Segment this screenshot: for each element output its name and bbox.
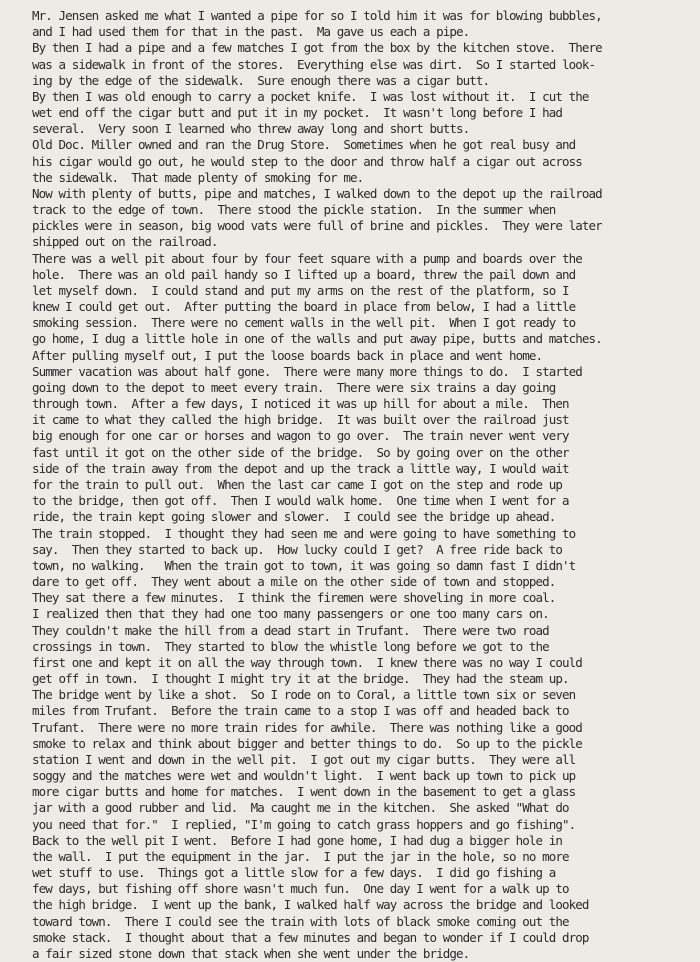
text-line: a fair sized stone down that stack when she went under the bridge. [32,945,470,961]
text-line: hole. There was an old pail handy so I lifted up a board, threw the pail down and [32,266,576,282]
text-line: to the bridge, then got off. Then I would walk home. One time when I went for a [32,493,569,509]
text-line: smoke to relax and think about bigger and better things to do. So up to the pickle [32,735,582,751]
text-line: knew I could get out. After putting the board in place from below, I had a little [32,299,576,315]
story-text-block [32,8,698,962]
text-line: few days, but fishing off shore wasn't much fun. One day I went for a walk up to [32,881,569,897]
text-line: and I had used them for that in the past. Ma gave us each a pipe. [32,24,470,40]
text-line: it came to what they called the high bridge. It was built over the railroad just [32,412,569,428]
text-line: let myself down. I could stand and put my arms on the rest of the platform, so I [32,282,569,298]
text-line: his cigar would go out, he would step to the door and throw half a cigar out across [32,153,582,169]
text-line: They sat there a few minutes. I think the firemen were shoveling in more coal. [32,590,556,606]
text-line: The bridge went by like a shot. So I rode on to Coral, a little town six or seven [32,687,576,703]
text-line: big enough for one car or horses and wagon to go over. The train never went very [32,428,569,444]
text-line: side of the train away from the depot and up the track a little way, I would wait [32,460,569,476]
text-line: toward town. There I could see the train with lots of black smoke coming out the [32,913,569,929]
text-line: the wall. I put the equipment in the jar. I put the jar in the hole, so no more [32,848,569,864]
text-line: smoking session. There were no cement walls in the well pit. When I got ready to [32,315,576,331]
text-line: By then I was old enough to carry a pocket knife. I was lost without it. I cut the [32,88,589,104]
text-line: say. Then they started to back up. How lucky could I get? A free ride back to [32,541,563,557]
text-line: going down to the depot to meet every train. There were six trains a day going [32,379,556,395]
text-line: get off in town. I thought I might try it at the bridge. They had the steam up. [32,671,569,687]
text-line: shipped out on the railroad. [32,234,218,250]
text-line: ing by the edge of the sidewalk. Sure enough there was a cigar butt. [32,72,490,88]
text-line: go home, I dug a little hole in one of the walls and put away pipe, butts and matches. [32,331,602,347]
text-line: track to the edge of town. There stood the pickle station. In the summer when [32,202,556,218]
text-line: wet end off the cigar butt and put it in my pocket. It wasn't long before I had [32,105,563,121]
text-line: Trufant. There were no more train rides for awhile. There was nothing like a good [32,719,582,735]
text-line: was a sidewalk in front of the stores. Everything else was dirt. So I started look- [32,56,596,72]
text-line: you need that for." I replied, "I'm going to catch grass hoppers and go fishing". [32,816,576,832]
text-line: through town. After a few days, I noticed it was up hill for about a mile. Then [32,396,569,412]
text-line: I realized then that they had one too many passengers or one too many cars on. [32,606,549,622]
text-line: Back to the well pit I went. Before I had gone home, I had dug a bigger hole in [32,832,563,848]
text-line: the sidewalk. That made plenty of smoking for me. [32,169,364,185]
text-line: town, no walking. When the train got to town, it was going so damn fast I didn't [32,557,576,573]
text-line: soggy and the matches were wet and wouldn't light. I went back up town to pick up [32,768,576,784]
text-line: There was a well pit about four by four feet square with a pump and boards over the [32,250,582,266]
text-line: dare to get off. They went about a mile on the other side of town and stopped. [32,574,556,590]
text-line: Mr. Jensen asked me what I wanted a pipe for so I told him it was for blowing bubbles, [32,8,602,23]
text-line: By then I had a pipe and a few matches I got from the box by the kitchen stove. There [32,40,602,56]
text-line: smoke stack. I thought about that a few minutes and began to wonder if I could drop [32,929,589,945]
text-line: miles from Trufant. Before the train came to a stop I was off and headed back to [32,703,569,719]
text-line: ride, the train kept going slower and slower. I could see the bridge up ahead. [32,509,556,525]
text-line: Summer vacation was about half gone. There were many more things to do. I started [32,363,582,379]
text-line: the high bridge. I went up the bank, I walked half way across the bridge and looked [32,897,589,913]
text-line: pickles were in season, big wood vats were full of brine and pickles. They were later [32,218,602,234]
text-line: station I went and down in the well pit. I got out my cigar butts. They were all [32,751,576,767]
text-line: Old Doc. Miller owned and ran the Drug Store. Sometimes when he got real busy and [32,137,576,153]
text-line: several. Very soon I learned who threw away long and short butts. [32,121,470,137]
text-line: first one and kept it on all the way through town. I knew there was no way I could [32,654,582,670]
text-line: crossings in town. They started to blow the whistle long before we got to the [32,638,549,654]
text-line: The train stopped. I thought they had seen me and were going to have something to [32,525,576,541]
text-line: more cigar butts and home for matches. I went down in the basement to get a glass [32,784,576,800]
text-line: wet stuff to use. Things got a little slow for a few days. I did go fishing a [32,865,556,881]
text-line: jar with a good rubber and lid. Ma caught me in the kitchen. She asked "What do [32,800,569,816]
text-line: for the train to pull out. When the last car came I got on the step and rode up [32,476,563,492]
text-line: They couldn't make the hill from a dead start in Trufant. There were two road [32,622,549,638]
text-line: fast until it got on the other side of the bridge. So by going over on the other [32,444,569,460]
text-line: After pulling myself out, I put the loose boards back in place and went home. [32,347,543,363]
text-line: Now with plenty of butts, pipe and matches, I walked down to the depot up the railroad [32,185,602,201]
